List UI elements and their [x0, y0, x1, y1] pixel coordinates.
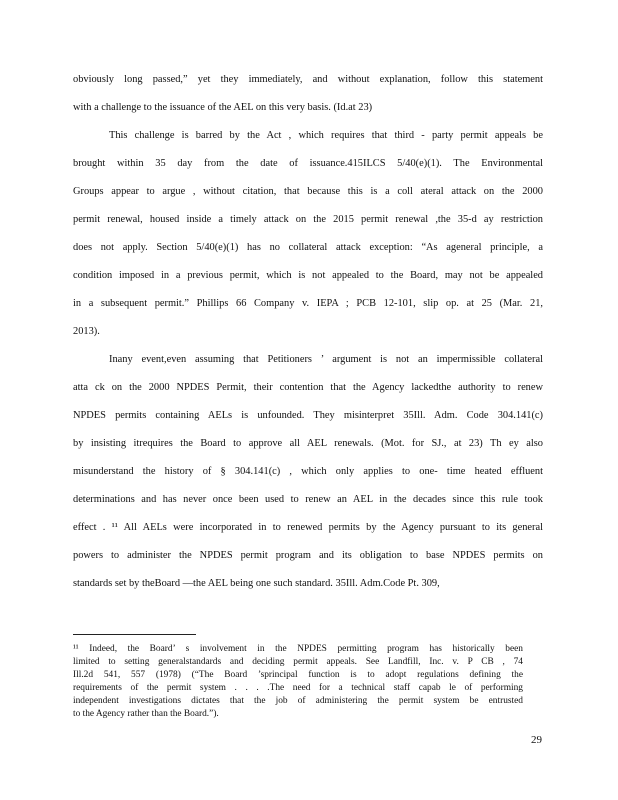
body-line: Groups appear to argue , without citation, that because this is a coll ateral attack on the 2000	[73, 186, 543, 197]
footnote-line: to the Agency rather than the Board.”).	[73, 709, 219, 719]
body-line: This challenge is barred by the Act , which requires that third - party permit appeals be	[109, 130, 543, 141]
footnote-line: independent investigations dictates that the job of administering the permit system be entrusted	[73, 696, 523, 706]
body-line: NPDES permits containing AELs is unfounded. They misinterpret 35Ill. Adm. Code 304.141(c)	[73, 410, 543, 421]
footnote-separator	[73, 634, 196, 635]
body-line: condition imposed in a previous permit, which is not appealed to the Board, may not be appealed	[73, 270, 543, 281]
body-line: determinations and has never once been used to renew an AEL in the decades since this rule took	[73, 494, 543, 505]
body-line: obviously long passed,” yet they immediately, and without explanation, follow this statement	[73, 74, 543, 85]
body-line: by insisting itrequires the Board to approve all AEL renewals. (Mot. for SJ., at 23) Th ey also	[73, 438, 543, 449]
body-line: Inany event,even assuming that Petitioners ’ argument is not an impermissible collateral	[109, 354, 543, 365]
body-line: 2013).	[73, 326, 100, 337]
body-line: does not apply. Section 5/40(e)(1) has no collateral attack exception: “As ageneral principle, a	[73, 242, 543, 253]
body-line: permit renewal, housed inside a timely attack on the 2015 permit renewal ,the 35-d ay restriction	[73, 214, 543, 225]
body-line: effect . ¹¹ All AELs were incorporated in to renewed permits by the Agency pursuant to its general	[73, 522, 543, 533]
body-line: standards set by theBoard —the AEL being one such standard. 35Ill. Adm.Code Pt. 309,	[73, 578, 440, 589]
footnote-line: requirements of the permit system . . . .The need for a technical staff capab le of performing	[73, 683, 523, 693]
body-line: in a subsequent permit.” Phillips 66 Company v. IEPA ; PCB 12-101, slip op. at 25 (Mar. 21,	[73, 298, 543, 309]
footnote-line: ¹¹ Indeed, the Board’ s involvement in the NPDES permitting program has historically been	[73, 644, 523, 654]
body-line: brought within 35 day from the date of issuance.415ILCS 5/40(e)(1). The Environmental	[73, 158, 543, 169]
body-line: with a challenge to the issuance of the AEL on this very basis. (Id.at 23)	[73, 102, 373, 113]
footnote-line: Ill.2d 541, 557 (1978) (“The Board ’sprincipal function is to adopt regulations defining the	[73, 670, 523, 680]
page-number: 29	[531, 734, 542, 746]
body-line: powers to administer the NPDES permit program and its obligation to base NPDES permits on	[73, 550, 543, 561]
body-line: atta ck on the 2000 NPDES Permit, their contention that the Agency lackedthe authority to renew	[73, 382, 543, 393]
footnote-line: limited to setting generalstandards and deciding permit appeals. See Landfill, Inc. v. P CB , 74	[73, 657, 523, 667]
body-line: misunderstand the history of § 304.141(c) , which only applies to one- time heated effluent	[73, 466, 543, 477]
